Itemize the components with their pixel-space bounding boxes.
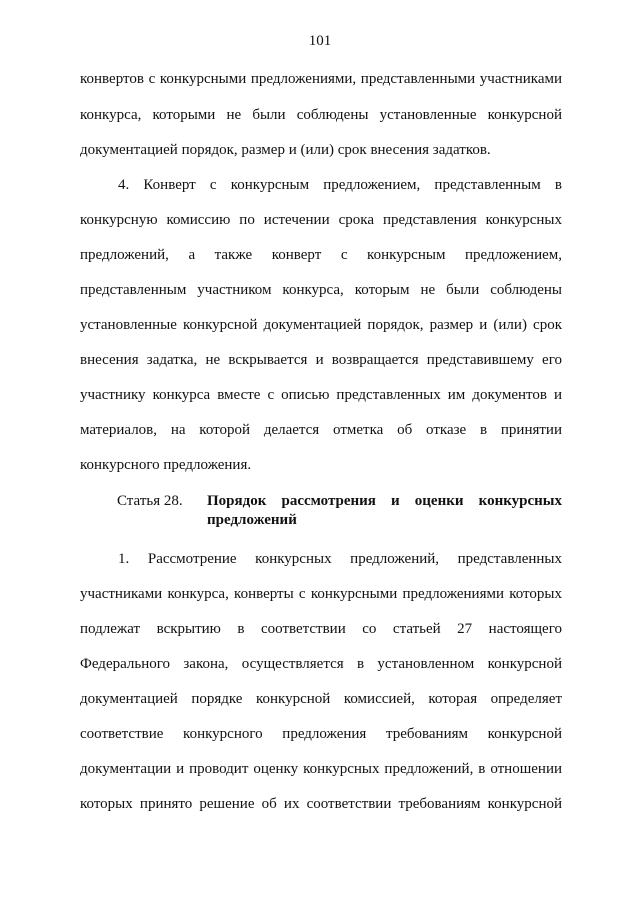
paragraph-line: 4. Конверт с конкурсным предложением, представленным в (118, 177, 562, 193)
paragraph-line: Федерального закона, осуществляется в установленном конкурсной (80, 656, 562, 672)
paragraph-line: установленные конкурсной документацией порядок, размер и (или) срок (80, 317, 562, 333)
paragraph-line: конвертов с конкурсными предложениями, представленными участниками (80, 71, 562, 87)
article-title: Порядок рассмотрения и оценки конкурсных (207, 493, 562, 509)
page-number: 101 (308, 33, 332, 49)
paragraph-line: соответствие конкурсного предложения требованиям конкурсной (80, 726, 562, 742)
paragraph-line: представленным участником конкурса, которым не были соблюдены (80, 282, 562, 298)
paragraph-line: 1. Рассмотрение конкурсных предложений, представленных (118, 551, 562, 567)
paragraph-line: материалов, на которой делается отметка об отказе в принятии (80, 422, 562, 438)
paragraph-line: которых принято решение об их соответствии требованиям конкурсной (80, 796, 562, 812)
paragraph-line: внесения задатка, не вскрывается и возвращается представившему его (80, 352, 562, 368)
paragraph-line: участнику конкурса вместе с описью представленных им документов и (80, 387, 562, 403)
paragraph-line: участниками конкурса, конверты с конкурсными предложениями которых (80, 586, 562, 602)
paragraph-line: предложений, а также конверт с конкурсным предложением, (80, 247, 562, 263)
article-title-continuation: предложений (207, 512, 297, 528)
article-label: Статья 28. (117, 493, 183, 509)
paragraph-line: документации и проводит оценку конкурсных предложений, в отношении (80, 761, 562, 777)
paragraph-line: конкурса, которыми не были соблюдены установленные конкурсной (80, 107, 562, 123)
paragraph-line: документацией порядок, размер и (или) срок внесения задатков. (80, 142, 491, 158)
paragraph-line: конкурсную комиссию по истечении срока представления конкурсных (80, 212, 562, 228)
paragraph-line: конкурсного предложения. (80, 457, 252, 473)
paragraph-line: документацией порядке конкурсной комиссией, которая определяет (80, 691, 562, 707)
paragraph-line: подлежат вскрытию в соответствии со статьей 27 настоящего (80, 621, 562, 637)
